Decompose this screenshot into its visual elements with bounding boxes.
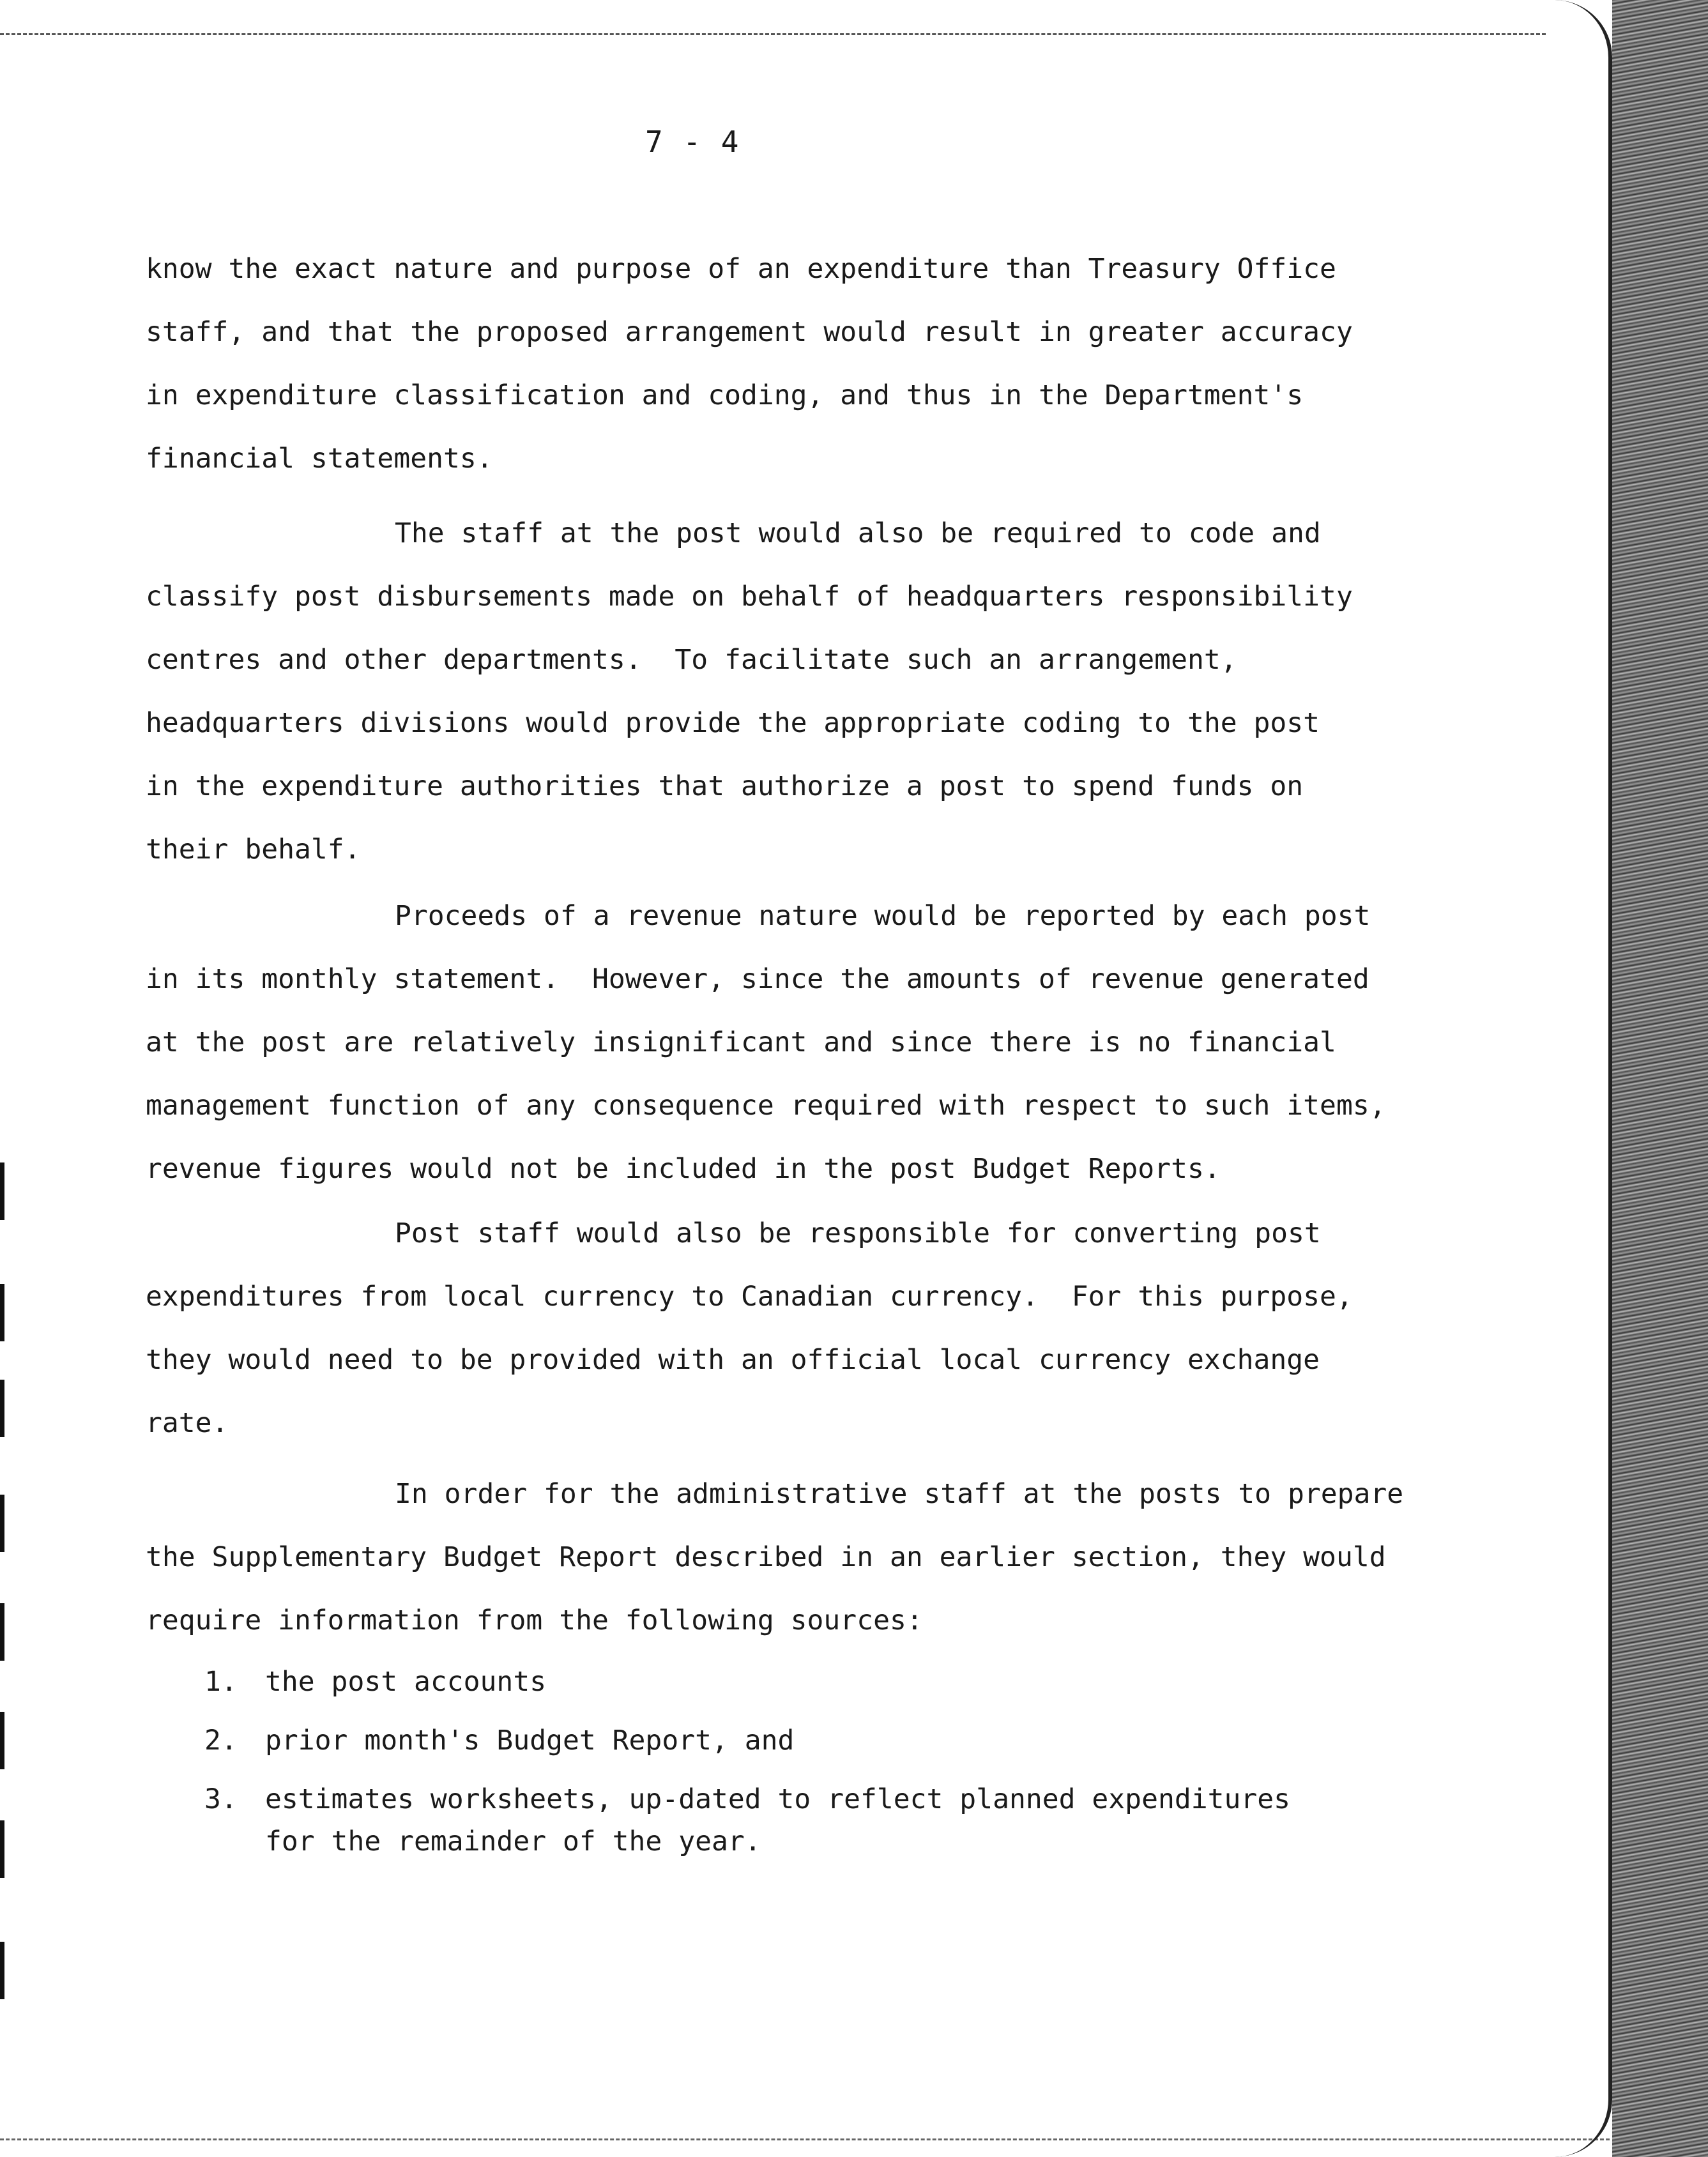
top-edge-line xyxy=(0,33,1546,35)
text-line: Proceeds of a revenue nature would be reported by each post xyxy=(395,900,1371,932)
paragraph-2 xyxy=(146,502,1398,881)
page-number: 7 - 4 xyxy=(645,125,740,159)
text-line: require information from the following sources: xyxy=(146,1604,923,1636)
list-number: 2. xyxy=(204,1725,238,1757)
list-text: the post accounts xyxy=(265,1666,547,1698)
text-line: classify post disbursements made on behalf of headquarters responsibility xyxy=(146,581,1353,613)
text-line: staff, and that the proposed arrangement would result in greater accuracy xyxy=(146,316,1353,348)
text-line: In order for the administrative staff at the posts to prepare xyxy=(395,1478,1404,1510)
text-line: rate. xyxy=(146,1407,229,1439)
bottom-edge-line xyxy=(0,2138,1610,2140)
list-text: estimates worksheets, up-dated to reflect planned expenditures for the remainder of the year. xyxy=(265,1783,1291,1857)
text-line: revenue figures would not be included in the post Budget Reports. xyxy=(146,1153,1221,1185)
list-number: 1. xyxy=(204,1666,238,1698)
text-line: in expenditure classification and coding, and thus in the Department's xyxy=(146,379,1304,411)
text-line: know the exact nature and purpose of an expenditure than Treasury Office xyxy=(146,253,1336,285)
list-item xyxy=(204,1719,1354,1762)
text-line: in its monthly statement. However, since the amounts of revenue generated xyxy=(146,963,1369,995)
sources-list xyxy=(204,1661,1354,1863)
binding-strip xyxy=(1612,0,1708,2157)
paragraph-5 xyxy=(146,1463,1404,1652)
paragraph-1 xyxy=(146,238,1398,491)
paragraph-3 xyxy=(146,885,1398,1201)
text-line: management function of any consequence required with respect to such items, xyxy=(146,1090,1386,1122)
list-text: prior month's Budget Report, and xyxy=(265,1725,795,1757)
left-margin-marks xyxy=(0,1162,5,2069)
text-line: they would need to be provided with an official local currency exchange xyxy=(146,1344,1320,1376)
text-line: their behalf. xyxy=(146,834,361,865)
list-item xyxy=(204,1778,1354,1863)
text-line: centres and other departments. To facilitate such an arrangement, xyxy=(146,644,1237,676)
paragraph-4 xyxy=(146,1202,1398,1455)
text-line: Post staff would also be responsible for converting post xyxy=(395,1217,1321,1249)
text-line: The staff at the post would also be required to code and xyxy=(395,517,1321,549)
text-line: at the post are relatively insignificant and since there is no financial xyxy=(146,1026,1336,1058)
page-right-edge xyxy=(1529,0,1612,2157)
text-line: financial statements. xyxy=(146,443,493,475)
list-number: 3. xyxy=(204,1783,238,1815)
text-line: headquarters divisions would provide the appropriate coding to the post xyxy=(146,707,1320,739)
list-item xyxy=(204,1661,1354,1703)
text-line: the Supplementary Budget Report described in an earlier section, they would xyxy=(146,1541,1386,1573)
text-line: expenditures from local currency to Canadian currency. For this purpose, xyxy=(146,1281,1353,1313)
text-line: in the expenditure authorities that authorize a post to spend funds on xyxy=(146,770,1304,802)
